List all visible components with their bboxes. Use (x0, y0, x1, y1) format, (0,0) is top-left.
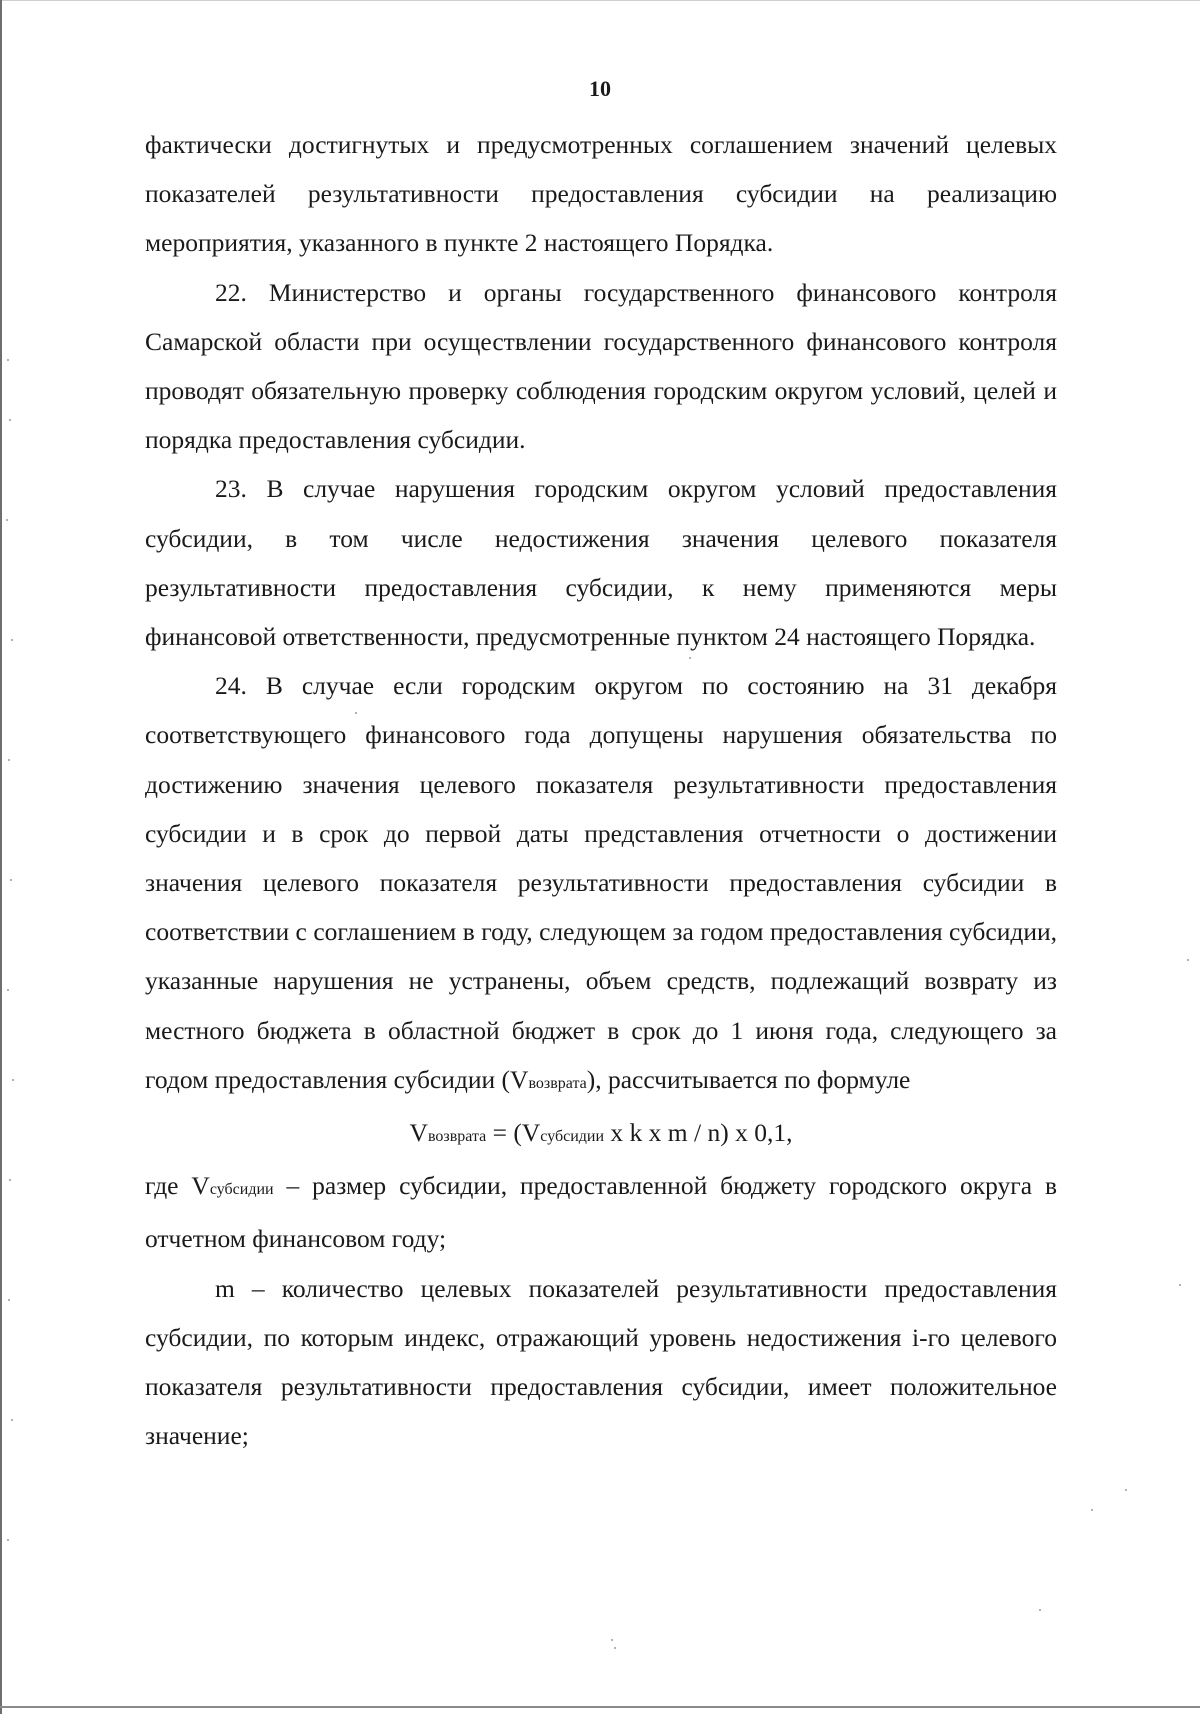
formula-subscript-subsidy: субсидии (540, 1128, 605, 1146)
definition-text: – размер субсидии, предоставленной бюджету городского округа в отчетном финансовом году; (145, 1171, 1057, 1254)
formula-v: V (409, 1118, 428, 1148)
v-symbol: V (510, 1064, 529, 1094)
paragraph-22: 22. Министерство и органы государственного финансового контроля Самарской области при осуществлении государственного финансового контроля проводят обязательную проверку соблюдения городским округом условий, целей и порядка предоставления субсидии. (145, 277, 1057, 455)
v-subscript-return: возврата (528, 1074, 587, 1092)
paragraph-24-text: 24. В случае если городским округом по состоянию на 31 декабря соответствующего финансового года допущены нарушения обязательства по достижению значения целевого показателя результативности предоставления субсидии и в срок до первой даты представления отчетности о достижении значения целевого показателя результативности предоставления субсидии в соответствии с соглашением в году, следующем за годом предоставления субсидии, указанные нарушения не устранены, объем средств, подлежащий возврату из местного бюджета в областной бюджет в срок до 1 июня года, следующего за годом предоставления субсидии ( (145, 671, 1057, 1094)
return-formula (145, 1108, 1057, 1161)
paragraph-24-end: ), рассчитывается по формуле (586, 1064, 911, 1094)
formula-rest: x k x m / n) x 0,1, (604, 1118, 793, 1148)
definition-prefix: где V (145, 1171, 210, 1201)
paragraph-23: 23. В случае нарушения городским округом условий предоставления субсидии, в том числе недостижения значения целевого показателя результативности предоставления субсидии, к нему применяются меры финансовой ответственности, предусмотренные пунктом 24 настоящего Порядка. (145, 474, 1057, 652)
scan-top-edge (0, 0, 1200, 1)
paragraph-24 (145, 661, 1057, 1108)
definition-v-subsidy (145, 1161, 1057, 1263)
page-number: 10 (589, 76, 611, 101)
scan-bottom-edge (0, 1706, 1200, 1708)
scan-left-edge (0, 0, 2, 1714)
definition-subscript: субсидии (209, 1181, 274, 1199)
formula-middle: = (V (486, 1118, 541, 1148)
formula-subscript-return: возврата (427, 1128, 487, 1146)
paragraph-continuation: фактически достигнутых и предусмотренных соглашением значений целевых показателей результативности предоставления субсидии на реализацию мероприятия, указанного в пункте 2 настоящего Порядка. (145, 130, 1057, 258)
document-body (145, 120, 1057, 1460)
definition-m: m – количество целевых показателей результативности предоставления субсидии, по которым индекс, отражающий уровень недостижения i-го целевого показателя результативности предоставления субсидии, имеет положительное значение; (145, 1273, 1057, 1451)
